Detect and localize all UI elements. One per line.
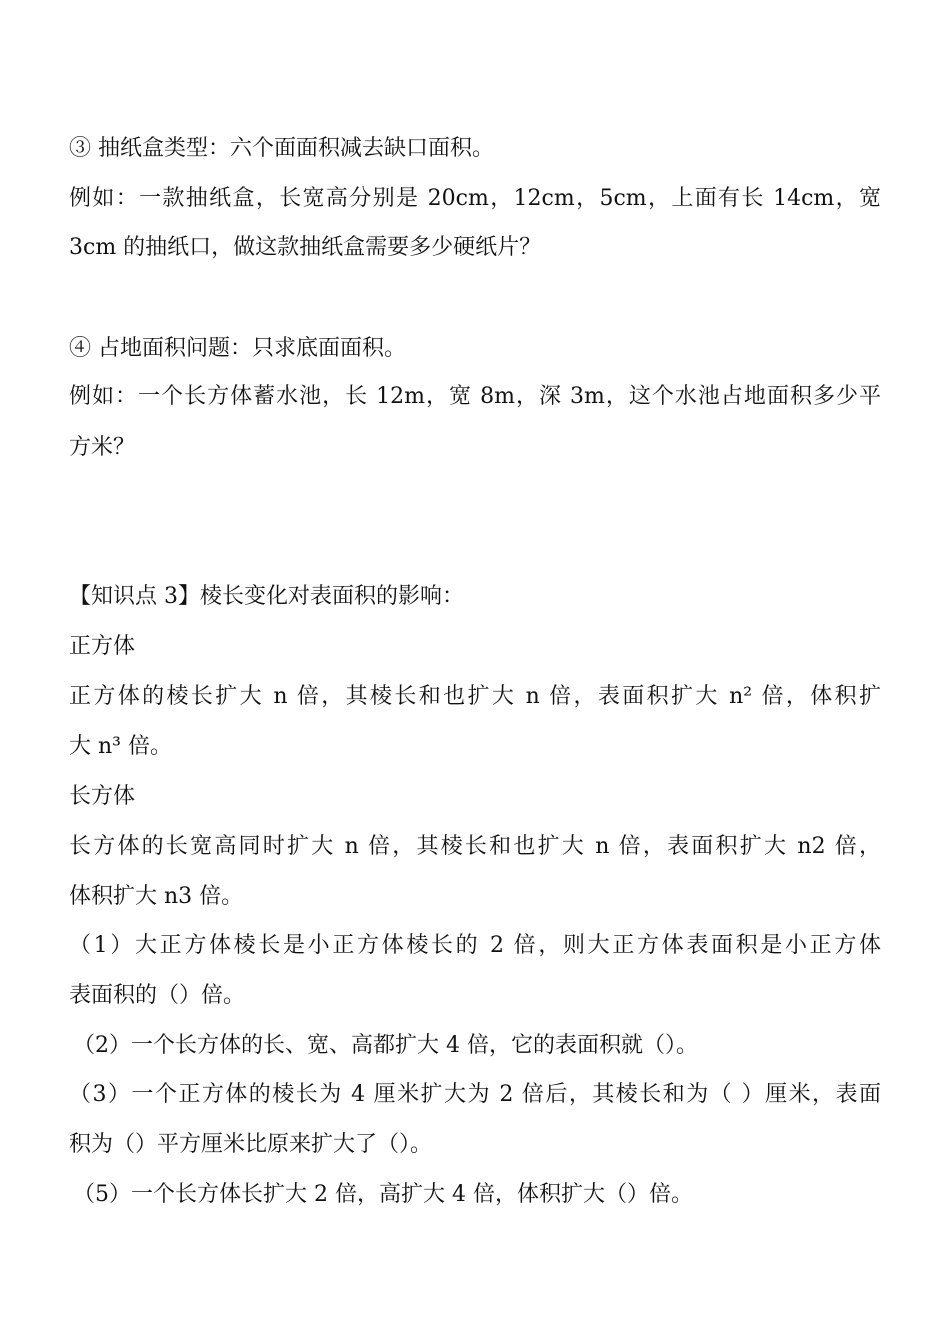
cube-rule-line2: 大 n³ 倍。 [69, 734, 172, 759]
section4-example-line1: 例如：一个长方体蓄水池，长 12m，宽 8m，深 3m，这个水池占地面积多少平 [69, 384, 881, 409]
question-2: （2）一个长方体的长、宽、高都扩大 4 倍，它的表面积就（）。 [73, 1033, 698, 1058]
section3-heading: ③ 抽纸盒类型：六个面面积减去缺口面积。 [69, 136, 494, 161]
cube-label: 正方体 [69, 634, 136, 659]
question-1-line1: （1）大正方体棱长是小正方体棱长的 2 倍，则大正方体表面积是小正方体 [69, 933, 881, 958]
question-3-line1: （3）一个正方体的棱长为 4 厘米扩大为 2 倍后，其棱长和为（ ）厘米，表面 [69, 1082, 881, 1107]
cuboid-label: 长方体 [69, 784, 136, 809]
section4-example-line2: 方米？ [69, 435, 136, 460]
section3-example-line1: 例如：一款抽纸盒，长宽高分别是 20cm，12cm，5cm，上面有长 14cm，宽 [69, 186, 881, 211]
cube-rule-line1: 正方体的棱长扩大 n 倍，其棱长和也扩大 n 倍，表面积扩大 n² 倍，体积扩 [69, 684, 881, 709]
cuboid-rule-line2: 体积扩大 n3 倍。 [69, 884, 244, 909]
cuboid-rule-line1: 长方体的长宽高同时扩大 n 倍，其棱长和也扩大 n 倍，表面积扩大 n2 倍， [69, 834, 881, 859]
knowledge-point-title: 【知识点 3】棱长变化对表面积的影响： [69, 584, 464, 609]
section4-heading: ④ 占地面积问题：只求底面面积。 [69, 336, 406, 361]
question-3-line2: 积为（）平方厘米比原来扩大了（）。 [69, 1132, 433, 1157]
question-1-line2: 表面积的（）倍。 [69, 983, 246, 1008]
question-5: （5）一个长方体长扩大 2 倍，高扩大 4 倍，体积扩大（）倍。 [73, 1182, 693, 1207]
section3-example-line2: 3cm 的抽纸口，做这款抽纸盒需要多少硬纸片？ [69, 235, 542, 260]
